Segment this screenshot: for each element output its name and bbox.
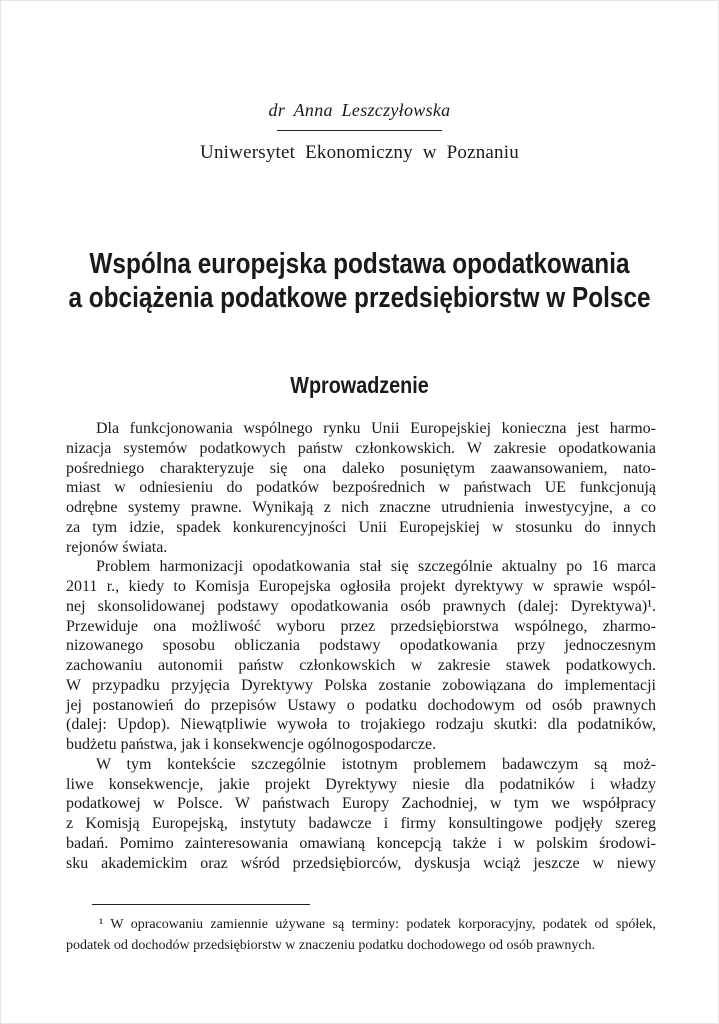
text-line: budżetu państwa, jak i konsekwencje ogólnogospodarcze. <box>66 736 437 753</box>
title-line-2: a obciążenia podatkowe przedsiębiorstw w Polsce <box>68 282 651 314</box>
text-line: odrębne systemy prawne. Wynikają z nich znaczne utrudnienia inwestycyjne, a co <box>66 499 656 516</box>
title-line-1: Wspólna europejska podstawa opodatkowania <box>89 248 630 280</box>
text-line: nizacja systemów podatkowych państw członkowskich. W zakresie opodatkowania <box>66 439 656 457</box>
text-line: rejonów świata. <box>66 538 168 556</box>
text-line: pośredniego charakteryzuje się ona daleko posuniętym zaawansowaniem, nato- <box>66 459 656 477</box>
paragraph <box>66 557 656 755</box>
author-name: dr Anna Leszczyłowska <box>268 100 451 120</box>
text-line: Problem harmonizacji opodatkowania stał się szczególnie aktualny po 16 marca <box>96 558 656 576</box>
affiliation: Uniwersytet Ekonomiczny w Poznaniu <box>200 142 519 163</box>
text-line: z Komisją Europejską, instytuty badawcze i firmy konsultingowe podjęły szereg <box>66 815 656 832</box>
body-text <box>66 419 656 873</box>
text-line: za tym idzie, spadek konkurencyjności Unii Europejskiej w stosunku do innych <box>66 518 656 536</box>
text-line: sku akademickim oraz wśród przedsiębiorców, dyskusja wciąż jeszcze w niewy <box>66 854 656 872</box>
page-title <box>1 247 718 315</box>
text-line: zachowaniu autonomii państw członkowskich w zakresie stawek podatkowych. <box>66 657 656 674</box>
text-line: Dla funkcjonowania wspólnego rynku Unii Europejskiej konieczna jest harmo- <box>96 420 656 437</box>
footnote <box>66 904 656 956</box>
paragraph <box>66 419 656 557</box>
text-line: Przewiduje ona możliwość wyboru przez przedsiębiorstwa wspólnego, zharmo- <box>66 617 656 635</box>
text-line: badań. Pomimo zainteresowania omawianą koncepcją także i w polskim środowi- <box>66 834 656 852</box>
section-heading: Wprowadzenie <box>290 372 429 398</box>
text-line: nizowanego sposobu obliczania podstawy opodatkowania przy jednoczesnym <box>66 637 656 655</box>
text-line: W przypadku przyjęcia Dyrektywy Polska zostanie zobowiązana do implementacji <box>66 676 656 694</box>
text-line: miast w odniesieniu do podatków bezpośrednich w państwach UE funkcjonują <box>66 479 656 497</box>
footnote-text <box>66 914 656 956</box>
paragraph <box>66 755 656 874</box>
text-line: ¹ W opracowaniu zamiennie używane są terminy: podatek korporacyjny, podatek od spółek, <box>99 917 656 932</box>
text-line: liwe konsekwencje, jakie projekt Dyrektywy niesie dla podatników i władzy <box>66 775 656 793</box>
text-line: 2011 r., kiedy to Komisja Europejska ogłosiła projekt dyrektywy w sprawie wspól- <box>66 578 656 595</box>
text-line: podatkowej w Polsce. W państwach Europy Zachodniej, w tym we współpracy <box>66 795 656 813</box>
text-line: nej skonsolidowanej podstawy opodatkowania osób prawnych (dalej: Dyrektywa)¹. <box>66 597 656 615</box>
text-line: (dalej: Updop). Niewątpliwie wywoła to trojakiego rodzaju skutki: dla podatników, <box>66 716 656 734</box>
text-line: W tym kontekście szczególnie istotnym problemem badawczym są moż- <box>96 755 656 773</box>
text-line: podatek od dochodów przedsiębiorstw w znaczeniu podatku dochodowego od osób prawnych. <box>66 938 596 953</box>
footnote-divider <box>92 904 310 905</box>
author-divider <box>277 130 442 131</box>
author-block <box>1 99 718 164</box>
text-line: jej postanowień do przepisów Ustawy o podatku dochodowym od osób prawnych <box>66 696 656 714</box>
